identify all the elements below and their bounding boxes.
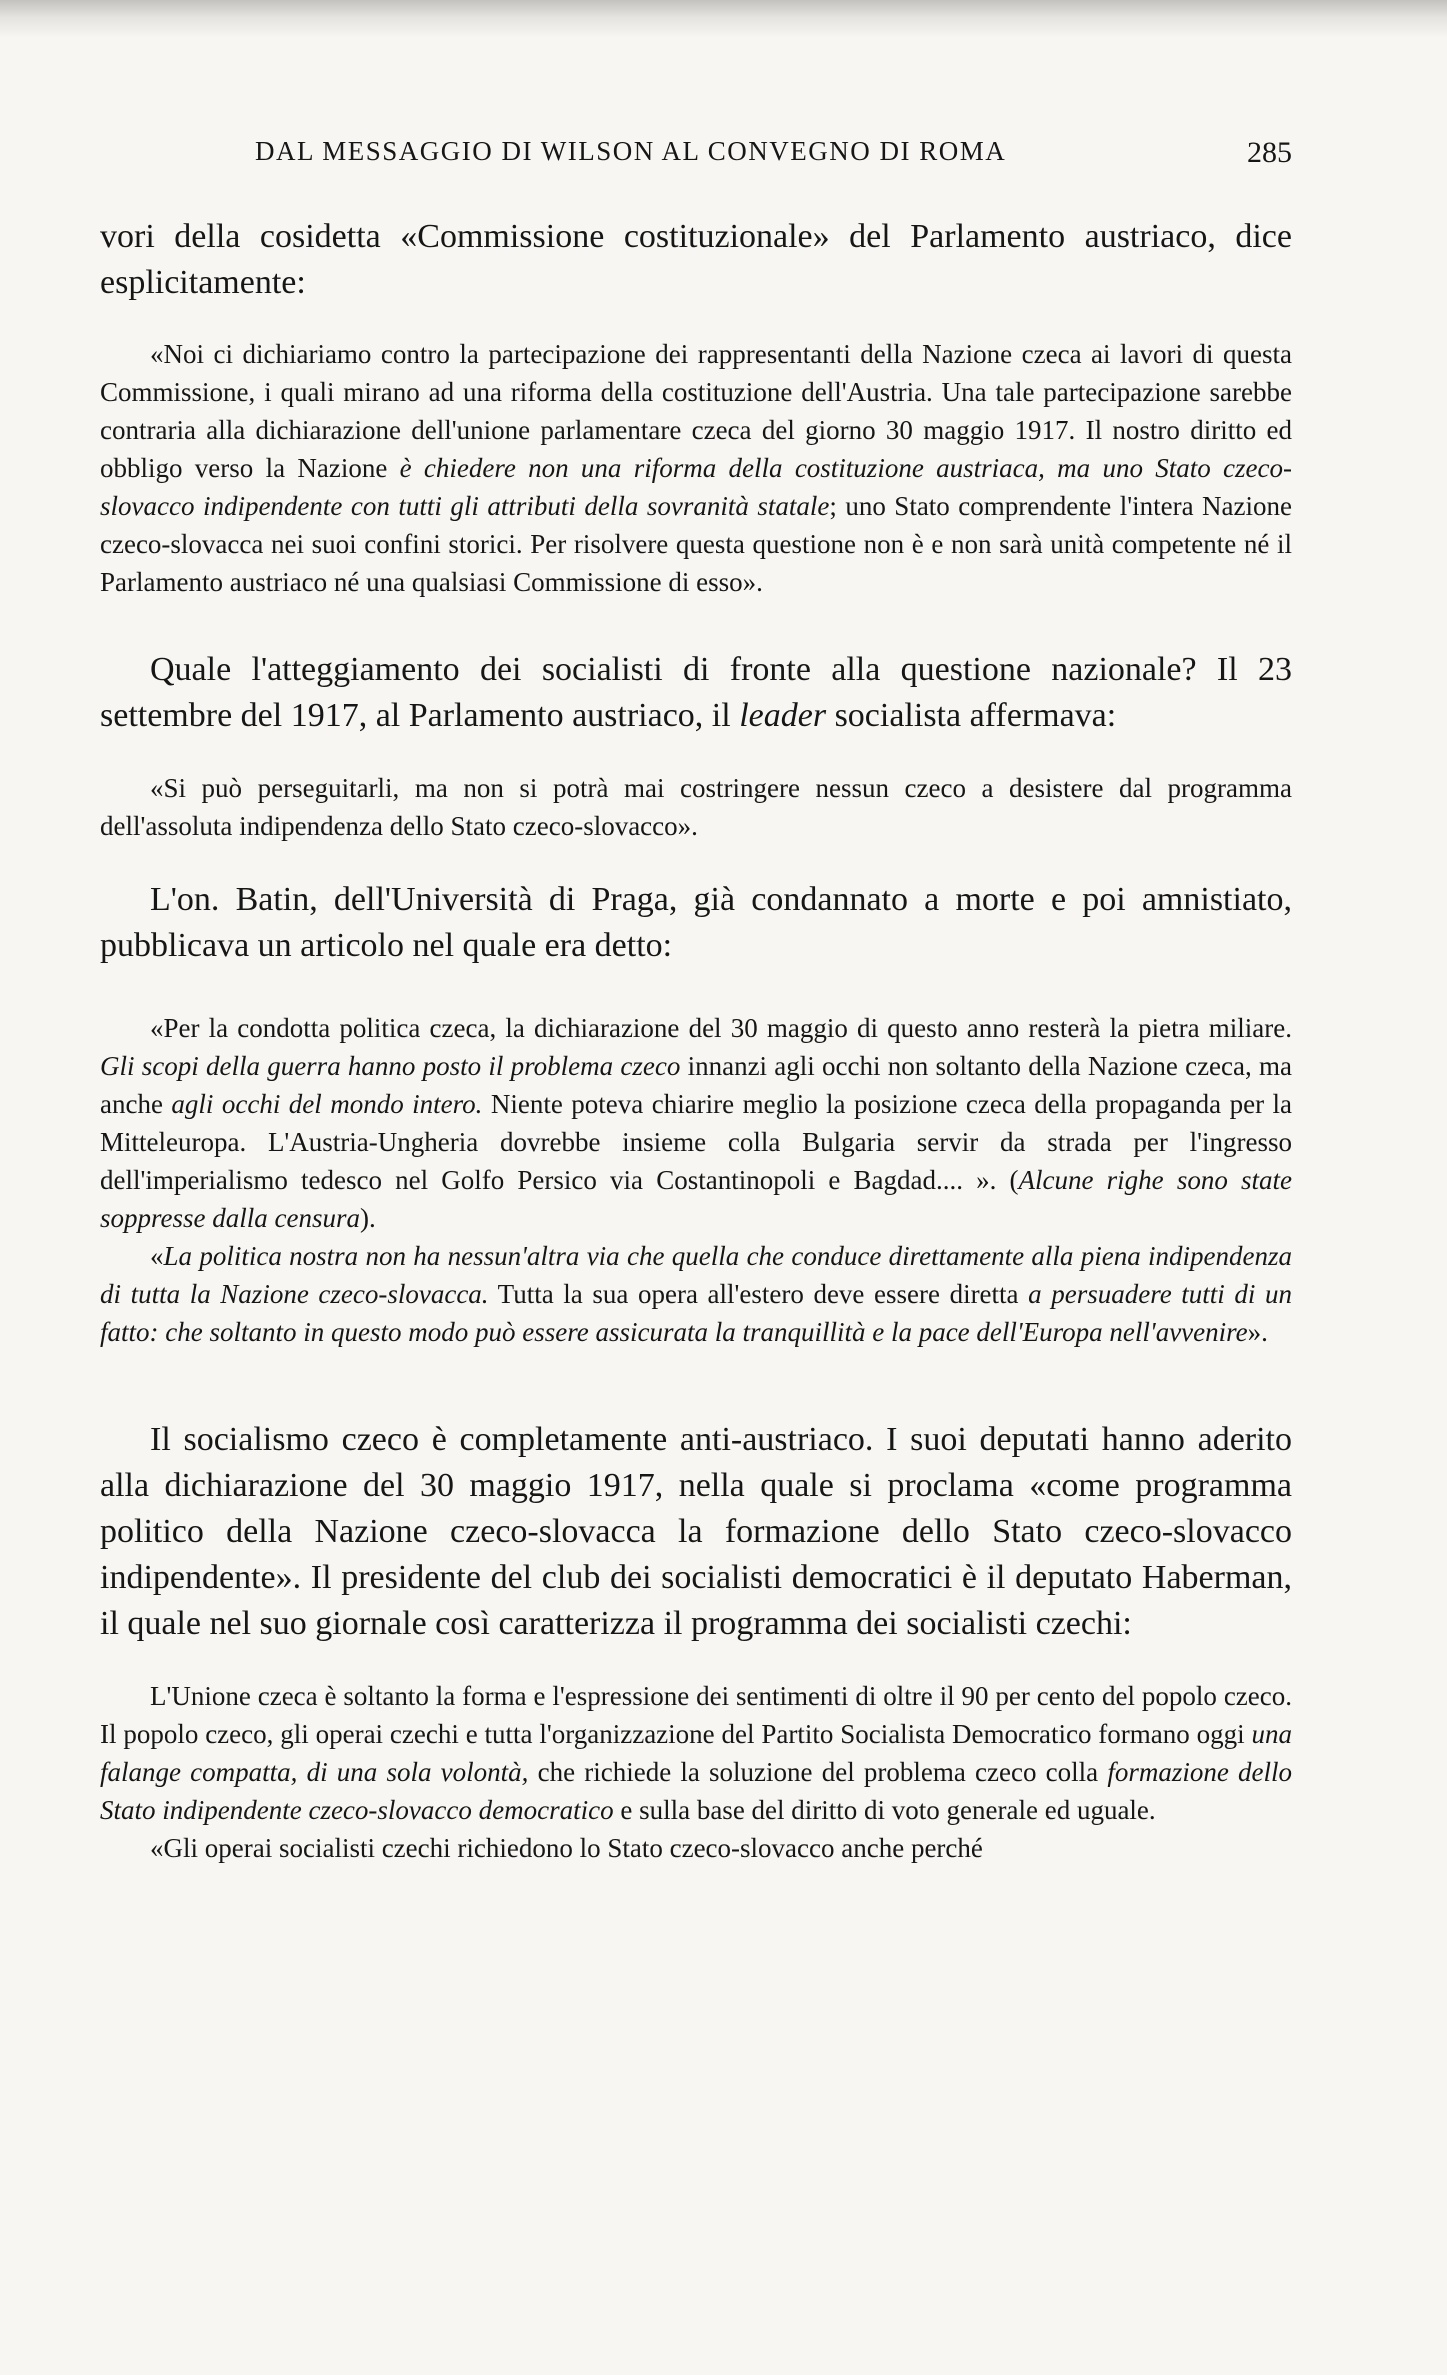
paragraph-socialists-question: Quale l'atteggiamento dei socialisti di fronte alla questione nazionale? Il 23 settembre del 1917, al Parlamento austriaco, il leader socialista affermava:: [100, 651, 1292, 734]
quote-socialist-leader: «Si può perseguitarli, ma non si potrà mai costringere nessun czeco a desistere dal programma dell'assoluta indipendenza dello Stato czeco-slovacco».: [100, 773, 1292, 841]
running-title: DAL MESSAGGIO DI WILSON AL CONVEGNO DI ROMA: [255, 136, 1007, 166]
scan-top-edge: [0, 0, 1447, 38]
paragraph-czech-socialism: Il socialismo czeco è completamente anti-austriaco. I suoi deputati hanno aderito alla dichiarazione del 30 maggio 1917, nella quale si proclama «come programma politico della Nazione czeco-slovacca la formazione dello Stato czeco-slovacco indipendente». Il presidente del club dei socialisti democratici è il deputato Haberman, il quale nel suo giornale così caratterizza il programma dei socialisti czechi:: [100, 1421, 1292, 1642]
page-number: 285: [1247, 136, 1292, 169]
quote-batin-article-continued: «La politica nostra non ha nessun'altra via che quella che conduce direttamente alla piena indipendenza di tutta la Nazione czeco-slovacca. Tutta la sua opera all'estero deve essere diretta a persuadere tutti di un fatto: che soltanto in questo modo può essere assicurata la tranquillità e la pace dell'Europa nell'avvenire».: [100, 1241, 1293, 1347]
quote-batin-article: «Per la condotta politica czeca, la dichiarazione del 30 maggio di questo anno resterà la pietra miliare. Gli scopi della guerra hanno posto il problema czeco innanzi agli occhi non soltanto della Nazione czeca, ma anche agli occhi del mondo intero. Niente poteva chiarire meglio la posizione czeca della propaganda per la Mitteleuropa. L'Austria-Ungheria dovrebbe insieme colla Bulgaria servir da strada per l'ingresso dell'imperialismo tedesco nel Golfo Persico via Costantinopoli e Bagdad.... ». (Alcune righe sono state soppresse dalla censura).: [100, 1013, 1293, 1233]
quote-haberman-continued: «Gli operai socialisti czechi richiedono lo Stato czeco-slovacco anche perché: [150, 1833, 983, 1863]
quote-haberman: L'Unione czeca è soltanto la forma e l'espressione dei sentimenti di oltre il 90 per cento del popolo czeco. Il popolo czeco, gli operai czechi e tutta l'organizzazione del Partito Socialista Democratico formano oggi una falange compatta, di una sola volontà, che richiede la soluzione del problema czeco colla formazione dello Stato indipendente czeco-slovacco democratico e sulla base del diritto di voto generale ed uguale.: [100, 1681, 1292, 1825]
paragraph-batin: L'on. Batin, dell'Università di Praga, già condannato a morte e poi amnistiato, pubblicava un articolo nel quale era detto:: [100, 881, 1292, 964]
quote-czech-union-declaration: «Noi ci dichiariamo contro la partecipazione dei rappresentanti della Nazione czeca ai lavori di questa Commissione, i quali mirano ad una riforma della costituzione dell'Austria. Una tale partecipazione sarebbe contraria alla dichiarazione dell'unione parlamentare czeca del giorno 30 maggio 1917. Il nostro diritto ed obbligo verso la Nazione è chiedere non una riforma della costituzione austriaca, ma uno Stato czeco-slovacco indipendente con tutti gli attributi della sovranità statale; uno Stato comprendente l'intera Nazione czeco-slovacca nei suoi confini storici. Per risolvere questa questione non è e non sarà unità competente né il Parlamento austriaco né una qualsiasi Commissione di esso».: [100, 339, 1292, 597]
running-header: [100, 136, 1292, 176]
paragraph-continuation: vori della cosidetta «Commissione costituzionale» del Parlamento austriaco, dice esplicitamente:: [100, 218, 1292, 301]
book-page: [100, 136, 1292, 1867]
